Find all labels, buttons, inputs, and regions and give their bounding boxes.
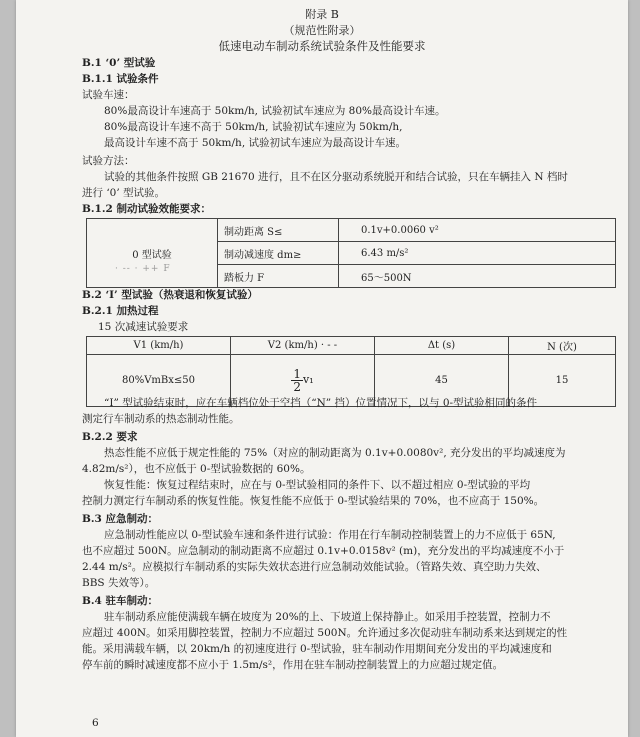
fraction-numerator: 1	[293, 367, 301, 381]
parking-line-2: 应超过 400N。如采用脚控装置，控制力不应超过 500N。允许通过多次促动驻车制动系来达到规定的性	[82, 627, 568, 639]
requirement-line-2a: 恢复性能：恢复过程结束时，应在与 0-型试验相同的条件下、以不超过相应 0-型试验的平均	[104, 479, 531, 491]
param-cell: 制动减速度 dm≥	[218, 242, 339, 265]
page-number: 6	[92, 717, 99, 729]
requirement-line-1b: 4.82m/s²），也不应低于 0-型试验数据的 60%。	[82, 463, 311, 475]
param-cell: 制动距离 S≤	[218, 219, 339, 242]
fraction	[291, 368, 303, 393]
method-line-2: 进行 ‘0’ 型试验。	[82, 187, 166, 199]
table-header-row	[87, 337, 616, 355]
value-cell: 6.43 m/s²	[339, 242, 616, 265]
section-b11-heading: B.1.1 试验条件	[82, 73, 159, 85]
v1-cell: 80%VmBx≤50	[87, 355, 231, 407]
braking-requirements-table	[86, 218, 616, 288]
after-heat-line-1: “I” 型试验结束时，应在车辆档位处于空挡（“N” 挡）位置情况下，以与 0-型试验相同的条件	[104, 397, 538, 409]
value-cell: 65～500N	[339, 265, 616, 288]
speed-label: 试验车速：	[82, 89, 135, 101]
section-b3-heading: B.3 应急制动：	[82, 513, 158, 525]
value-cell: 0.1v+0.0060 v²	[339, 219, 616, 242]
dt-cell: 45	[375, 355, 509, 407]
header-cell: V2 (km/h) · - -	[231, 337, 375, 355]
method-label: 试验方法：	[82, 155, 135, 167]
heat-subtitle: 15 次减速试验要求	[98, 321, 189, 333]
section-b1-heading: B.1 ‘0’ 型试验	[82, 57, 156, 69]
n-cell: 15	[509, 355, 616, 407]
section-b2-heading: B.2 ‘I’ 型试验（热衰退和恢复试验）	[82, 289, 258, 301]
section-b21-heading: B.2.1 加热过程	[82, 305, 159, 317]
appendix-label: 附录 B	[305, 8, 339, 21]
parking-line-4: 停车前的瞬时减速度都不应小于 1.5m/s²，作用在驻车制动控制装置上的力应超过规定值。	[82, 659, 504, 671]
parking-line-1: 驻车制动系应能使满载车辆在坡度为 20%的上、下坡道上保持静止。如采用手控装置，控制力不	[104, 611, 551, 623]
speed-rule-1: 80%最高设计车速高于 50km/h, 试验初试车速应为 80%最高设计车速。	[104, 105, 446, 117]
header-cell: V1 (km/h)	[87, 337, 231, 355]
table-row	[87, 219, 616, 242]
requirement-line-1a: 热态性能不应低于规定性能的 75%（对应的制动距离为 0.1v+0.0080v², 充分发出的平均减速度为	[104, 447, 566, 459]
speed-rule-2: 80%最高设计车速不高于 50km/h, 试验初试车速应为 50km/h,	[104, 121, 403, 133]
fraction-denominator: 2	[293, 380, 301, 394]
document-page	[16, 0, 628, 737]
method-line-1: 试验的其他条件按照 GB 21670 进行，且不在区分驱动系统脱开和结合试验，只在车辆挂入 N 档时	[104, 171, 568, 183]
section-b4-heading: B.4 驻车制动：	[82, 595, 158, 607]
after-heat-line-2: 测定行车制动系的热态制动性能。	[82, 413, 240, 425]
emergency-line-3: 2.44 m/s²。应模拟行车制动系的实际失效状态进行应急制动效能试验。（管路失效、真空助力失效、	[82, 561, 547, 573]
emergency-line-1: 应急制动性能应以 0-型试验车速和条件进行试验：作用在行车制动控制装置上的力不应低于 65N,	[104, 529, 556, 541]
emergency-line-4: BBS 失效等）。	[82, 577, 156, 589]
section-b22-heading: B.2.2 要求	[82, 431, 138, 443]
param-cell: 踏板力 F	[218, 265, 339, 288]
header-cell: N (次)	[509, 337, 616, 355]
smudge-text: · -- · ++ F	[115, 264, 171, 274]
requirement-line-2b: 控制力测定行车制动系的恢复性能。恢复性能不应低于 0-型试验结果的 70%，也不应高于 150%。	[82, 495, 545, 507]
v2-variable: v₁	[303, 373, 314, 386]
normative-label: （规范性附录）	[283, 24, 361, 37]
test-type-label: 0 型试验	[132, 249, 172, 261]
header-cell: Δt (s)	[375, 337, 509, 355]
page-title: 低速电动车制动系统试验条件及性能要求	[218, 39, 426, 53]
section-b12-heading: B.1.2 制动试验效能要求：	[82, 203, 211, 215]
test-type-cell	[87, 219, 218, 288]
speed-rule-3: 最高设计车速不高于 50km/h, 试验初试车速应为最高设计车速。	[104, 137, 406, 149]
emergency-line-2: 也不应超过 500N。应急制动的制动距离不应超过 0.1v+0.0158v² (m)，充分发出的平均减速度不小于	[82, 545, 565, 557]
parking-line-3: 能。采用满载车辆，以 20km/h 的初速度进行 0-型试验，驻车制动作用期间充分发出的平均减速度和	[82, 643, 552, 655]
